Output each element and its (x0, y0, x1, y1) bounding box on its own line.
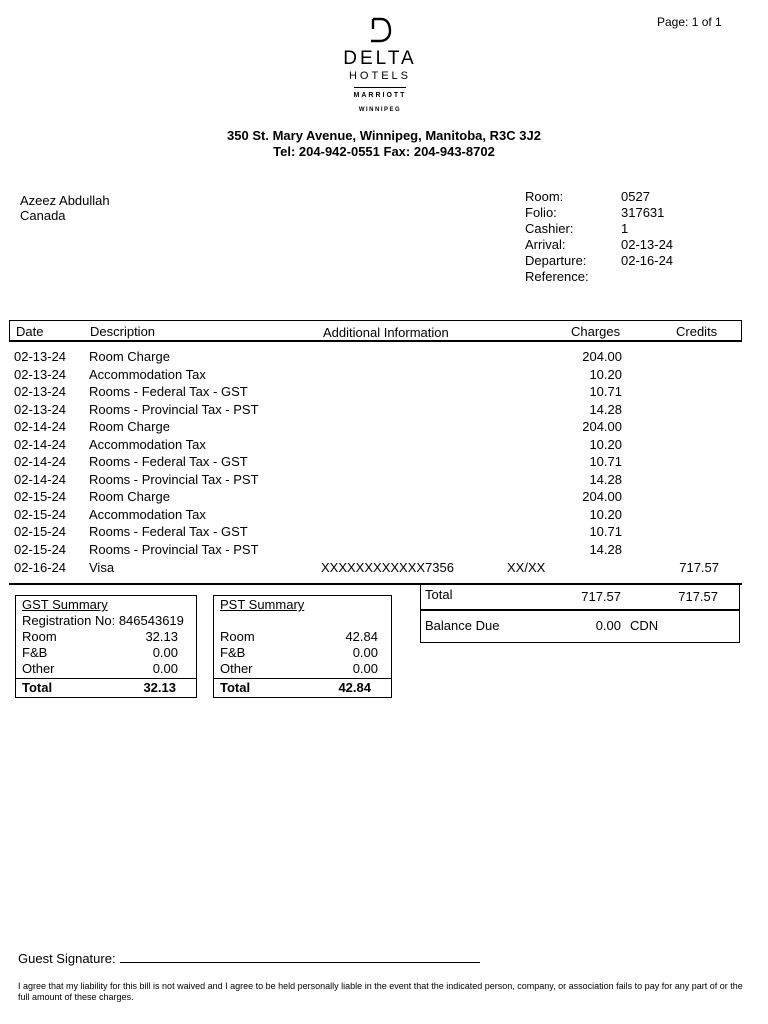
row-date: 02-15-24 (14, 542, 67, 557)
total-label: Total (425, 587, 453, 602)
pst-total-value: 42.84 (338, 680, 371, 695)
row-date: 02-15-24 (14, 507, 67, 522)
row-charge: 204.00 (582, 419, 622, 434)
row-charge: 14.28 (589, 472, 622, 487)
row-date: 02-13-24 (14, 367, 67, 382)
pst-line-label: Other (220, 661, 253, 676)
info-value: 02-16-24 (621, 253, 674, 268)
page-number: Page: 1 of 1 (657, 15, 722, 29)
col-description: Description (90, 324, 156, 339)
pst-summary-box (213, 595, 392, 698)
guest-country: Canada (20, 208, 66, 223)
info-label: Arrival: (525, 237, 566, 252)
row-date: 02-14-24 (14, 419, 67, 434)
col-credits: Credits (676, 324, 718, 339)
row-charge: 10.71 (589, 384, 622, 399)
row-date: 02-14-24 (14, 437, 67, 452)
pst-line-room (220, 629, 386, 645)
gst-line-value: 32.13 (145, 629, 178, 644)
row-description: Room Charge (89, 489, 170, 504)
balance-currency: CDN (630, 618, 659, 633)
row-description: Rooms - Federal Tax - GST (89, 384, 248, 399)
col-additional-info: Additional Information (323, 325, 449, 340)
pst-line-other (220, 661, 386, 677)
guest-block (20, 193, 110, 223)
row-charge: 14.28 (589, 402, 622, 417)
pst-summary-title: PST Summary (220, 597, 305, 612)
col-charges: Charges (571, 324, 621, 339)
pst-line-label: Room (220, 629, 255, 644)
row-description: Visa (89, 560, 115, 575)
row-date: 02-16-24 (14, 560, 67, 575)
row-description: Room Charge (89, 349, 170, 364)
pst-total-label: Total (220, 680, 251, 695)
info-value: 0527 (621, 189, 650, 204)
info-value: 317631 (621, 205, 665, 220)
gst-total-label: Total (22, 680, 53, 695)
gst-line-label: Other (22, 661, 55, 676)
stay-info (525, 189, 673, 285)
table-row (0, 472, 768, 489)
table-row (0, 507, 768, 524)
row-date: 02-15-24 (14, 524, 67, 539)
row-date: 02-13-24 (14, 349, 67, 364)
row-charge: 10.20 (589, 367, 622, 382)
info-value: 1 (621, 221, 629, 236)
totals-divider (421, 609, 739, 611)
info-reference (525, 269, 673, 285)
balance-value: 0.00 (595, 618, 621, 633)
total-credits: 717.57 (678, 589, 718, 604)
table-row (0, 542, 768, 559)
row-date: 02-13-24 (14, 402, 67, 417)
gst-line-other (22, 661, 192, 677)
table-row (0, 384, 768, 401)
row-charge: 10.20 (589, 437, 622, 452)
row-card-expiry: XX/XX (507, 560, 546, 575)
row-charge: 204.00 (582, 349, 622, 364)
row-description: Rooms - Federal Tax - GST (89, 454, 248, 469)
info-folio (525, 205, 673, 221)
guest-name: Azeez Abdullah (20, 193, 110, 208)
table-row (0, 402, 768, 419)
pst-line-value: 0.00 (352, 645, 378, 660)
row-description: Rooms - Provincial Tax - PST (89, 402, 259, 417)
table-row (0, 454, 768, 471)
gst-registration: Registration No: 846543619 (22, 613, 184, 628)
row-charge: 10.71 (589, 454, 622, 469)
info-label: Cashier: (525, 221, 574, 236)
brand-parent: MARRIOTT (353, 92, 407, 99)
row-description: Accommodation Tax (89, 507, 206, 522)
info-label: Room: (525, 189, 564, 204)
row-description: Room Charge (89, 419, 170, 434)
pst-line-label: F&B (220, 645, 246, 660)
gst-line-value: 0.00 (152, 661, 178, 676)
hotel-contact: Tel: 204-942-0551 Fax: 204-943-8702 (273, 144, 495, 159)
gst-total-row (16, 678, 196, 696)
table-row (0, 524, 768, 541)
table-row (0, 367, 768, 384)
pst-total-row (214, 678, 391, 696)
gst-line-label: Room (22, 629, 57, 644)
charges-table-header (9, 320, 742, 342)
signature-label: Guest Signature: (18, 951, 116, 966)
brand-city: WINNIPEG (358, 107, 402, 113)
table-row (0, 560, 768, 577)
balance-label: Balance Due (425, 618, 500, 633)
total-charges: 717.57 (581, 589, 621, 604)
gst-summary-title: GST Summary (22, 597, 108, 612)
row-credit: 717.57 (679, 560, 719, 575)
gst-total-value: 32.13 (143, 680, 176, 695)
guest-signature (18, 950, 480, 966)
info-room (525, 189, 673, 205)
row-charge: 10.71 (589, 524, 622, 539)
info-label: Reference: (525, 269, 589, 284)
info-label: Folio: (525, 205, 557, 220)
info-label: Departure: (525, 253, 587, 268)
info-departure (525, 253, 673, 269)
table-row (0, 349, 768, 366)
table-row (0, 489, 768, 506)
brand-divider (354, 87, 406, 88)
signature-line[interactable] (120, 950, 480, 963)
gst-line-label: F&B (22, 645, 48, 660)
table-row (0, 437, 768, 454)
row-description: Rooms - Provincial Tax - PST (89, 542, 259, 557)
hotel-address: 350 St. Mary Avenue, Winnipeg, Manitoba, R3C 3J2 (227, 128, 541, 143)
row-charge: 204.00 (582, 489, 622, 504)
row-charge: 10.20 (589, 507, 622, 522)
gst-line-value: 0.00 (152, 645, 178, 660)
gst-line-fb (22, 645, 192, 661)
liability-disclaimer: I agree that my liability for this bill is not waived and I agree to be held personally liable in the event that the indicated person, company, or association fails to pay for any part of or the full amount of these charges. (18, 981, 743, 1002)
col-date: Date (16, 324, 44, 339)
row-description: Rooms - Provincial Tax - PST (89, 472, 259, 487)
table-row (0, 419, 768, 436)
row-description: Accommodation Tax (89, 437, 206, 452)
gst-line-room (22, 629, 192, 645)
row-card-number: XXXXXXXXXXXX7356 (321, 560, 454, 575)
info-cashier (525, 221, 673, 237)
pst-line-value: 42.84 (345, 629, 378, 644)
pst-line-fb (220, 645, 386, 661)
hotel-logo (330, 17, 430, 113)
gst-summary-box (15, 595, 197, 698)
row-date: 02-14-24 (14, 472, 67, 487)
totals-box (420, 584, 740, 643)
row-date: 02-14-24 (14, 454, 67, 469)
row-description: Accommodation Tax (89, 367, 206, 382)
pst-line-value: 0.00 (352, 661, 378, 676)
info-value: 02-13-24 (621, 237, 674, 252)
brand-sub: HOTELS (348, 70, 411, 82)
delta-logo-icon (368, 17, 392, 43)
row-date: 02-13-24 (14, 384, 67, 399)
row-description: Rooms - Federal Tax - GST (89, 524, 248, 539)
brand-name: DELTA (343, 48, 417, 69)
info-arrival (525, 237, 673, 253)
row-date: 02-15-24 (14, 489, 67, 504)
row-charge: 14.28 (589, 542, 622, 557)
